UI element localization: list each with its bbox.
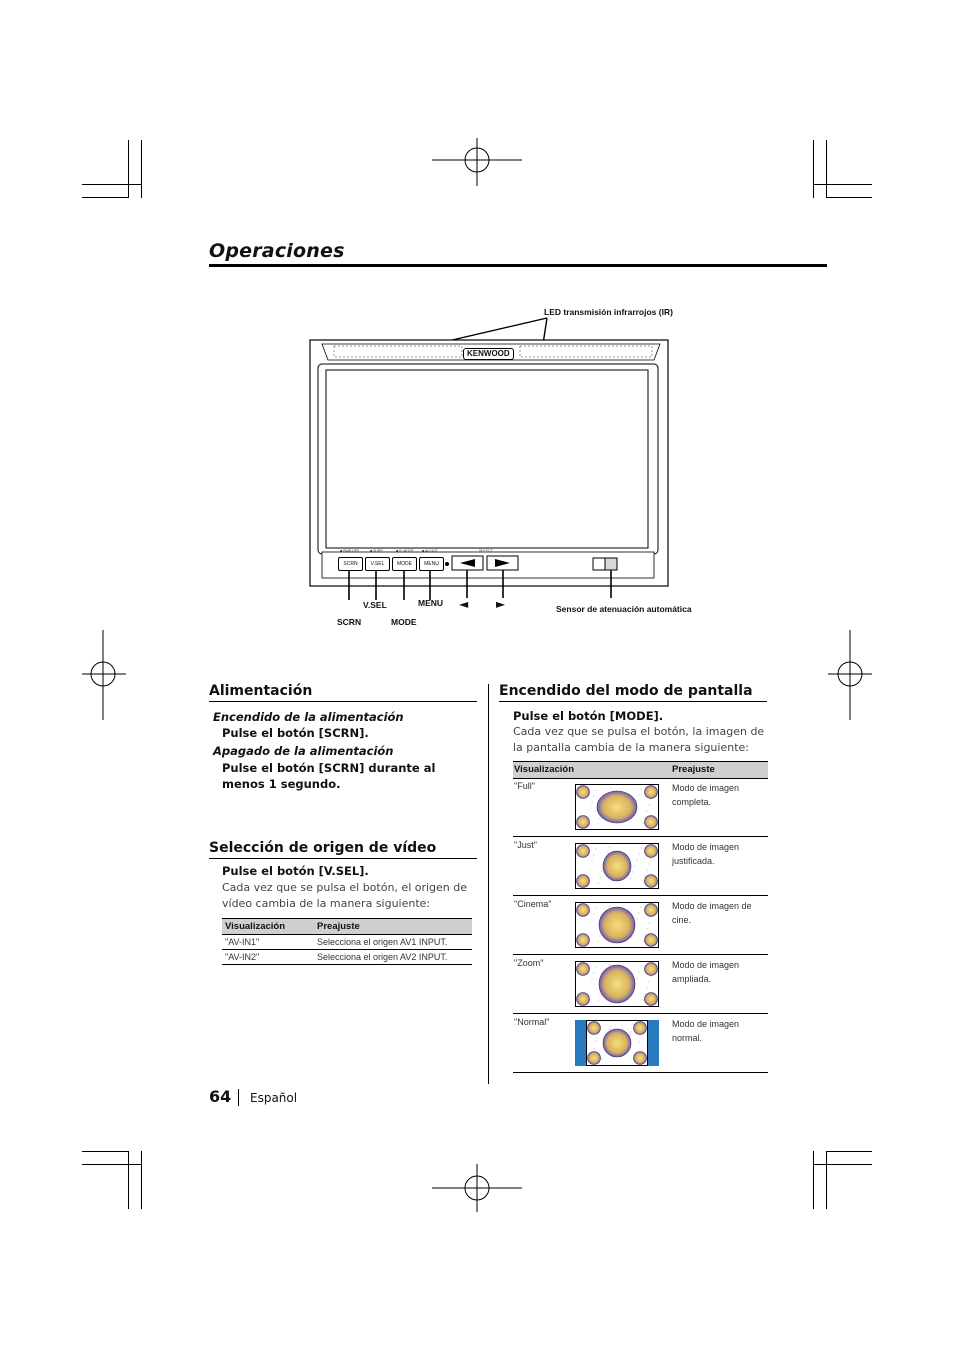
screen-mode-table-header: [513, 761, 768, 779]
just-mode-thumbnail: [575, 843, 659, 889]
col-display: Visualización: [222, 919, 314, 935]
table-row: "Normal" Modo de imagen normal.: [513, 1014, 768, 1073]
power-off-label: Apagado de la alimentación: [213, 744, 394, 758]
supp-label: ■ SUPP: [370, 549, 383, 553]
column-divider: [488, 684, 489, 1084]
col-setting: Preajuste: [672, 764, 715, 775]
table-row: "AV-IN2" Selecciona el origen AV2 INPUT.: [222, 950, 472, 965]
scrn-button[interactable]: SCRN: [338, 557, 363, 571]
bmode-label: ■ B. MODE: [396, 549, 414, 553]
monitor-drawing: [300, 300, 680, 600]
menu-callout: MENU: [418, 598, 444, 608]
title-rule: [209, 264, 827, 267]
normal-mode-thumbnail: [575, 1020, 659, 1066]
pwr-label: ■ PWR OFF: [340, 549, 360, 553]
table-row: "Cinema" Modo de imagen de cine.: [513, 896, 768, 955]
page-title: Operaciones: [209, 240, 345, 262]
page-number-separator: [238, 1089, 239, 1106]
select-label: SELECT: [479, 549, 493, 553]
mode-button[interactable]: MODE: [392, 557, 417, 571]
language-label: Español: [250, 1091, 298, 1105]
page-number: 64: [209, 1087, 232, 1106]
alimentacion-heading: Alimentación: [209, 683, 313, 699]
screen-mode-step: Pulse el botón [MODE].: [513, 709, 664, 723]
alimentacion-rule: [209, 701, 477, 702]
table-row: "Full" Modo de imagen completa.: [513, 778, 768, 837]
scrn-callout: SCRN: [337, 617, 362, 627]
screen-mode-desc: Cada vez que se pulsa el botón, la imagen de la pantalla cambia de la manera siguiente:: [513, 725, 765, 754]
zoom-mode-thumbnail: [575, 961, 659, 1007]
video-source-rule: [209, 858, 477, 859]
video-source-step: Pulse el botón [V.SEL].: [222, 864, 369, 878]
video-source-heading: Selección de origen de vídeo: [209, 840, 437, 856]
table-row: "Zoom" Modo de imagen ampliada.: [513, 955, 768, 1014]
screen-mode-heading: Encendido del modo de pantalla: [499, 683, 753, 699]
menu-button[interactable]: MENU: [419, 557, 444, 571]
power-on-step: Pulse el botón [SCRN].: [222, 726, 369, 740]
mode-callout: MODE: [391, 617, 417, 627]
vsel-button[interactable]: V.SEL: [365, 557, 390, 571]
power-on-label: Encendido de la alimentación: [213, 710, 404, 724]
video-source-table: [222, 918, 472, 965]
table-row: "AV-IN1" Selecciona el origen AV1 INPUT.: [222, 935, 472, 950]
left-arrow-icon: ◄: [459, 597, 469, 611]
sensor-label: Sensor de atenuación automática: [556, 604, 692, 614]
table-row: "Just" Modo de imagen justificada.: [513, 837, 768, 896]
vsel-callout: V.SEL: [363, 600, 387, 610]
power-off-step: Pulse el botón [SCRN] durante al menos 1 segundo.: [222, 761, 436, 791]
registration-mark-left: [80, 628, 128, 722]
registration-mark-top: [430, 136, 524, 188]
col-display: Visualización: [514, 764, 575, 775]
registration-mark-right: [826, 628, 874, 722]
video-source-desc: Cada vez que se pulsa el botón, el origen de vídeo cambia de la manera siguiente:: [222, 881, 468, 910]
brand-logo: KENWOOD: [463, 348, 514, 360]
avout-label: ■ AV OUT: [422, 549, 438, 553]
screen-mode-rule: [499, 701, 767, 702]
registration-mark-bottom: [430, 1162, 524, 1214]
led-label: LED transmisión infrarrojos (IR): [544, 307, 673, 317]
col-setting: Preajuste: [314, 919, 472, 935]
right-arrow-icon: ►: [496, 597, 506, 611]
cinema-mode-thumbnail: [575, 902, 659, 948]
full-mode-thumbnail: [575, 784, 659, 830]
